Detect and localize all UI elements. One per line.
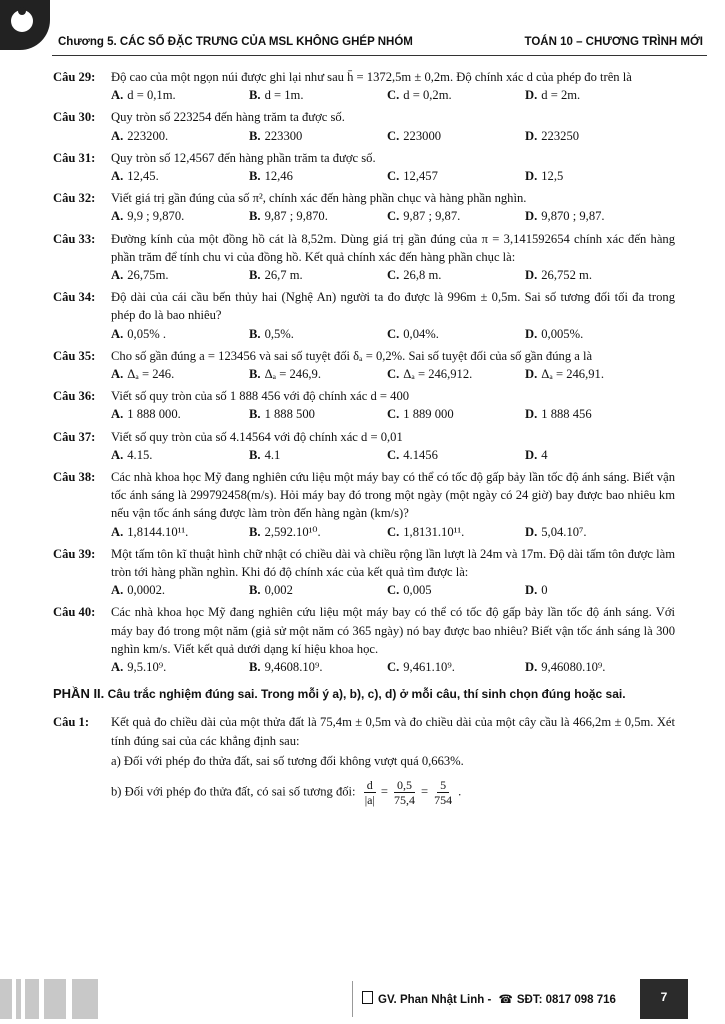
option-value: 1 888 000. (127, 407, 181, 422)
option-value: 0,0002. (127, 583, 166, 598)
option-letter: D. (525, 447, 538, 462)
option-value: 4.1 (264, 447, 281, 462)
page-header (0, 0, 725, 58)
answer-options (111, 127, 675, 145)
question-text: Các nhà khoa học Mỹ đang nghiên cứu liệu một máy bay có thể có tốc độ gấp bảy lần tốc độ ánh sáng. Với máy bay đó trong một năm (giả sử một năm có 365 ngày) nó bay được bao nhiêu? Biết vận tốc ánh sáng là 300 nghìn km/s. Viết kết quả dưới dạng kí hiệu khoa học. (111, 605, 675, 656)
option-value: Δₐ = 246. (127, 367, 175, 382)
option-value: 1,8131.10¹¹. (403, 524, 465, 539)
question-item (53, 149, 675, 185)
question-number: Câu 36: (53, 389, 96, 404)
option-letter: D. (525, 268, 538, 283)
option-value: 0 (541, 583, 548, 598)
option-value: 5,04.10⁷. (541, 524, 587, 539)
fraction-denominator: 75,4 (393, 792, 415, 807)
answer-option[interactable] (525, 405, 663, 423)
option-letter: A. (111, 447, 124, 462)
question-number: Câu 38: (53, 470, 96, 485)
question-number: Câu 34: (53, 290, 96, 305)
question-text: Quy tròn số 223254 đến hàng trăm ta được số. (111, 110, 345, 125)
option-value: 26,75m. (127, 268, 169, 283)
option-value: 2,592.10¹⁰. (264, 524, 321, 539)
question-number: Câu 40: (53, 605, 96, 620)
option-value: 12,46 (264, 169, 293, 184)
answer-option[interactable] (111, 127, 249, 145)
question-number: Câu 31: (53, 150, 96, 165)
option-letter: C. (387, 268, 400, 283)
option-letter: D. (525, 660, 538, 675)
logo-icon (11, 10, 33, 32)
question-body (111, 149, 675, 185)
option-letter: C. (387, 660, 400, 675)
footer-divider (352, 981, 353, 1017)
question-text: Độ cao của một ngọn núi được ghi lại như sau h̄ = 1372,5m ± 0,2m. Độ chính xác d của phép đo trên là (111, 70, 632, 84)
answer-option[interactable] (525, 446, 663, 464)
option-letter: D. (525, 128, 538, 143)
option-letter: A. (111, 88, 124, 103)
answer-option[interactable] (111, 658, 249, 676)
option-value: 4.15. (127, 447, 153, 462)
question-number: Câu 35: (53, 348, 96, 363)
question-body (111, 68, 675, 104)
option-letter: C. (387, 583, 400, 598)
option-value: 223250 (541, 128, 580, 143)
option-letter: D. (525, 407, 538, 422)
answer-option[interactable] (111, 405, 249, 423)
answer-option[interactable] (249, 167, 387, 185)
phone-icon: ☎ (498, 994, 513, 1006)
option-letter: C. (387, 169, 400, 184)
question-number: Câu 37: (53, 429, 96, 444)
answer-option[interactable] (387, 325, 525, 343)
question-item (53, 428, 675, 464)
equals-sign: = (380, 784, 388, 799)
page-number: 7 (640, 979, 688, 1019)
answer-option[interactable] (111, 167, 249, 185)
question-item (53, 387, 675, 423)
answer-option[interactable] (525, 207, 663, 225)
question-text: Độ dài của cái cầu bến thủy hai (Nghệ An) người ta đo được là 996m ± 0,5m. Sai số tương đối tối đa trong phép đo là bao nhiêu? (111, 290, 675, 323)
course-title: TOÁN 10 – CHƯƠNG TRÌNH MỚI (524, 36, 703, 48)
answer-option[interactable] (387, 207, 525, 225)
answer-option[interactable] (525, 365, 663, 383)
question-number: Câu 1: (53, 715, 90, 730)
answer-option[interactable] (249, 266, 387, 284)
option-value: 12,5 (541, 169, 564, 184)
option-value: 1 889 000 (403, 407, 454, 422)
option-value: 9,9 ; 9,870. (127, 209, 185, 224)
option-value: Δₐ = 246,912. (403, 367, 473, 382)
option-letter: A. (111, 268, 124, 283)
option-letter: A. (111, 169, 124, 184)
option-value: Δₐ = 246,9. (264, 367, 321, 382)
question-body (111, 428, 675, 464)
option-value: 12,45. (127, 169, 159, 184)
option-letter: D. (525, 524, 538, 539)
answer-option[interactable] (387, 581, 525, 599)
answer-option[interactable] (249, 86, 387, 104)
option-value: 9,5.10⁹. (127, 660, 167, 675)
option-letter: B. (249, 209, 261, 224)
question-body (111, 230, 675, 285)
answer-option[interactable] (111, 325, 249, 343)
question-text: Cho số gần đúng a = 123456 và sai số tuyệt đối δₐ = 0,2%. Sai số tuyệt đối của số gần đúng a là (111, 348, 593, 363)
question-item (53, 108, 675, 144)
question-item (53, 288, 675, 343)
option-letter: A. (111, 209, 124, 224)
option-letter: C. (387, 209, 400, 224)
footer-stripe (25, 979, 39, 1019)
option-letter: B. (249, 660, 261, 675)
fraction-numerator: 5 (437, 778, 449, 793)
option-letter: C. (387, 367, 400, 382)
answer-option[interactable] (249, 523, 387, 541)
question-item (53, 189, 675, 225)
option-letter: B. (249, 367, 261, 382)
question-item (53, 713, 675, 807)
question-item (53, 230, 675, 285)
option-value: Δₐ = 246,91. (541, 367, 604, 382)
question-text: Đường kính của một đồng hồ cát là 8,52m. Dùng giá trị gần đúng của π = 3,141592654 chính xác đến hàng phần trăm để tính chu vi của đồng hồ. Kết quả chính xác đến hàng phần chục là: (111, 231, 675, 264)
option-value: 26,752 m. (541, 268, 592, 283)
answer-options (111, 86, 675, 104)
fraction-denominator: 754 (434, 792, 453, 807)
answer-option[interactable] (387, 167, 525, 185)
footer-stripe (16, 979, 21, 1019)
option-letter: A. (111, 524, 124, 539)
answer-option[interactable] (111, 86, 249, 104)
answer-option[interactable] (249, 446, 387, 464)
option-value: 9,870 ; 9,87. (541, 209, 605, 224)
option-letter: D. (525, 326, 538, 341)
answer-options (111, 405, 675, 423)
question-number: Câu 39: (53, 546, 96, 561)
option-letter: A. (111, 128, 124, 143)
answer-option[interactable] (387, 86, 525, 104)
question-text: Viết giá trị gần đúng của số π², chính xác đến hàng phần chục và hàng phần nghìn. (111, 191, 527, 206)
option-value: 0,5%. (264, 326, 294, 341)
answer-option[interactable] (249, 658, 387, 676)
answer-option[interactable] (249, 325, 387, 343)
option-value: 1 888 500 (264, 407, 315, 422)
question-body (111, 108, 675, 144)
statement-a: a) Đối với phép đo thửa đất, sai số tương đối không vượt quá 0,663%. (111, 753, 464, 768)
answer-option[interactable] (111, 523, 249, 541)
answer-options (111, 658, 675, 676)
answer-option[interactable] (387, 127, 525, 145)
answer-option[interactable] (387, 405, 525, 423)
option-value: d = 2m. (541, 88, 581, 103)
phone-number: SĐT: 0817 098 716 (516, 994, 616, 1006)
option-letter: B. (249, 169, 261, 184)
option-value: 1,8144.10¹¹. (127, 524, 189, 539)
footer-stripe (44, 979, 66, 1019)
option-letter: B. (249, 268, 261, 283)
option-value: 0,002 (264, 583, 293, 598)
period: . (458, 784, 462, 799)
fraction (431, 778, 455, 807)
option-letter: A. (111, 367, 124, 382)
answer-options (111, 446, 675, 464)
option-value: 1 888 456 (541, 407, 592, 422)
part-heading (53, 685, 675, 703)
option-letter: A. (111, 326, 124, 341)
question-body (111, 713, 675, 807)
option-letter: B. (249, 524, 261, 539)
option-value: 223300 (264, 128, 303, 143)
option-letter: B. (249, 447, 261, 462)
option-value: 0,05% . (127, 326, 167, 341)
question-text: Các nhà khoa học Mỹ đang nghiên cứu liệu một máy bay có thể có tốc độ gấp bảy lần tốc độ ánh sáng. Biết vận tốc ánh sáng là 299792458(m/s). Hỏi máy bay đó trong một ngày (một ngày có 24 giờ) bay được bao nhiêu km nếu vận tốc ánh sáng được làm tròn đến hàng ngàn (km/s)? (111, 470, 675, 521)
option-value: 223000 (403, 128, 442, 143)
answer-option[interactable] (249, 127, 387, 145)
equals-sign: = (420, 784, 429, 799)
option-letter: C. (387, 524, 400, 539)
question-list (53, 68, 675, 807)
fraction-numerator: d (364, 778, 376, 793)
footer-separator: - (487, 994, 492, 1006)
answer-options (111, 523, 675, 541)
question-body (111, 468, 675, 541)
option-value: 9,4608.10⁹. (264, 660, 323, 675)
option-letter: D. (525, 583, 538, 598)
option-letter: B. (249, 407, 261, 422)
option-letter: B. (249, 326, 261, 341)
statement-b-text: b) Đối với phép đo thửa đất, có sai số tương đối: (111, 784, 356, 799)
answer-option[interactable] (111, 207, 249, 225)
fraction (362, 778, 378, 807)
answer-option[interactable] (525, 167, 663, 185)
fraction (391, 778, 418, 807)
logo (0, 0, 50, 50)
answer-option[interactable] (525, 86, 663, 104)
answer-option[interactable] (387, 365, 525, 383)
answer-options (111, 207, 675, 225)
answer-options (111, 266, 675, 284)
question-item (53, 68, 675, 104)
footer-stripe (0, 979, 12, 1019)
answer-options (111, 581, 675, 599)
option-value: d = 0,2m. (403, 88, 452, 103)
option-value: 9,87 ; 9,87. (403, 209, 461, 224)
answer-options (111, 365, 675, 383)
question-item (53, 545, 675, 600)
question-text: Quy tròn số 12,4567 đến hàng phần trăm ta được số. (111, 150, 376, 165)
question-item (53, 347, 675, 383)
answer-option[interactable] (249, 365, 387, 383)
question-item (53, 603, 675, 676)
option-value: d = 0,1m. (127, 88, 176, 103)
option-value: 26,7 m. (264, 268, 303, 283)
answer-option[interactable] (525, 523, 663, 541)
option-letter: B. (249, 128, 261, 143)
question-text: Một tấm tôn kĩ thuật hình chữ nhật có chiều dài và chiều rộng lần lượt là 24m và 17m. Độ dài tấm tôn được làm tròn tới hàng phần nghìn. Khi đó độ chính xác của kết quả tìm được là: (111, 546, 676, 580)
question-body (111, 347, 675, 383)
footer-contact (362, 991, 616, 1006)
option-letter: B. (249, 88, 261, 103)
answer-option[interactable] (111, 266, 249, 284)
option-letter: B. (249, 583, 261, 598)
answer-option[interactable] (525, 658, 663, 676)
option-value: 223200. (127, 128, 169, 143)
answer-option[interactable] (249, 581, 387, 599)
answer-option[interactable] (525, 325, 663, 343)
option-letter: D. (525, 209, 538, 224)
option-letter: D. (525, 367, 538, 382)
question-number: Câu 29: (53, 70, 96, 84)
answer-option[interactable] (387, 266, 525, 284)
question-body (111, 603, 675, 676)
option-value: 9,461.10⁹. (403, 660, 455, 675)
question-number: Câu 30: (53, 110, 96, 125)
chapter-title: Chương 5. CÁC SỐ ĐẶC TRƯNG CỦA MSL KHÔNG GHÉP NHÓM (58, 36, 413, 48)
option-value: 4 (541, 447, 548, 462)
answer-options (111, 167, 675, 185)
fraction-numerator: 0,5 (394, 778, 415, 793)
question-number: Câu 32: (53, 191, 96, 206)
answer-options (111, 325, 675, 343)
answer-option[interactable] (111, 365, 249, 383)
question-text: Viết số quy tròn của số 4.14564 với độ chính xác d = 0,01 (111, 429, 403, 444)
page-footer (0, 979, 725, 1019)
option-letter: A. (111, 660, 124, 675)
question-text: Viết số quy tròn của số 1 888 456 với độ chính xác d = 400 (111, 389, 410, 404)
answer-option[interactable] (249, 405, 387, 423)
answer-option[interactable] (387, 523, 525, 541)
option-value: d = 1m. (264, 88, 304, 103)
question-number: Câu 33: (53, 231, 96, 246)
question-text: Kết quả đo chiều dài của một thửa đất là 75,4m ± 0,5m và đo chiều dài của một cây cầu là 466,2m ± 0,5m. Xét tính đúng sai của các khẳng định sau: (111, 715, 675, 748)
option-letter: C. (387, 447, 400, 462)
option-value: 0,04%. (403, 326, 439, 341)
option-value: 4.1456 (403, 447, 438, 462)
question-body (111, 288, 675, 343)
option-value: 26,8 m. (403, 268, 442, 283)
option-letter: A. (111, 407, 124, 422)
option-letter: D. (525, 169, 538, 184)
answer-option[interactable] (387, 658, 525, 676)
answer-option[interactable] (525, 581, 663, 599)
footer-stripe (72, 979, 98, 1019)
part-title: PHẦN II. (53, 686, 105, 702)
statement-b (111, 778, 675, 807)
question-body (111, 189, 675, 225)
author-name: GV. Phan Nhật Linh (378, 994, 485, 1006)
answer-option[interactable] (111, 446, 249, 464)
option-letter: C. (387, 326, 400, 341)
question-body (111, 387, 675, 423)
option-letter: A. (111, 583, 124, 598)
fraction-denominator: |a| (364, 792, 375, 807)
option-value: 0,005 (403, 583, 432, 598)
option-value: 9,87 ; 9,870. (264, 209, 328, 224)
answer-option[interactable] (525, 127, 663, 145)
answer-option[interactable] (525, 266, 663, 284)
option-letter: C. (387, 128, 400, 143)
option-value: 0,005%. (541, 326, 584, 341)
question-item (53, 468, 675, 541)
document-icon (362, 991, 373, 1004)
question-body (111, 545, 675, 600)
option-letter: C. (387, 88, 400, 103)
part-description: Câu trắc nghiệm đúng sai. Trong mỗi ý a), b), c), d) ở mỗi câu, thí sinh chọn đúng hoặc sai. (107, 687, 626, 702)
answer-option[interactable] (249, 207, 387, 225)
header-divider (52, 55, 707, 56)
answer-option[interactable] (111, 581, 249, 599)
option-value: 9,46080.10⁹. (541, 660, 606, 675)
option-letter: D. (525, 88, 538, 103)
answer-option[interactable] (387, 446, 525, 464)
option-letter: C. (387, 407, 400, 422)
option-value: 12,457 (403, 169, 438, 184)
